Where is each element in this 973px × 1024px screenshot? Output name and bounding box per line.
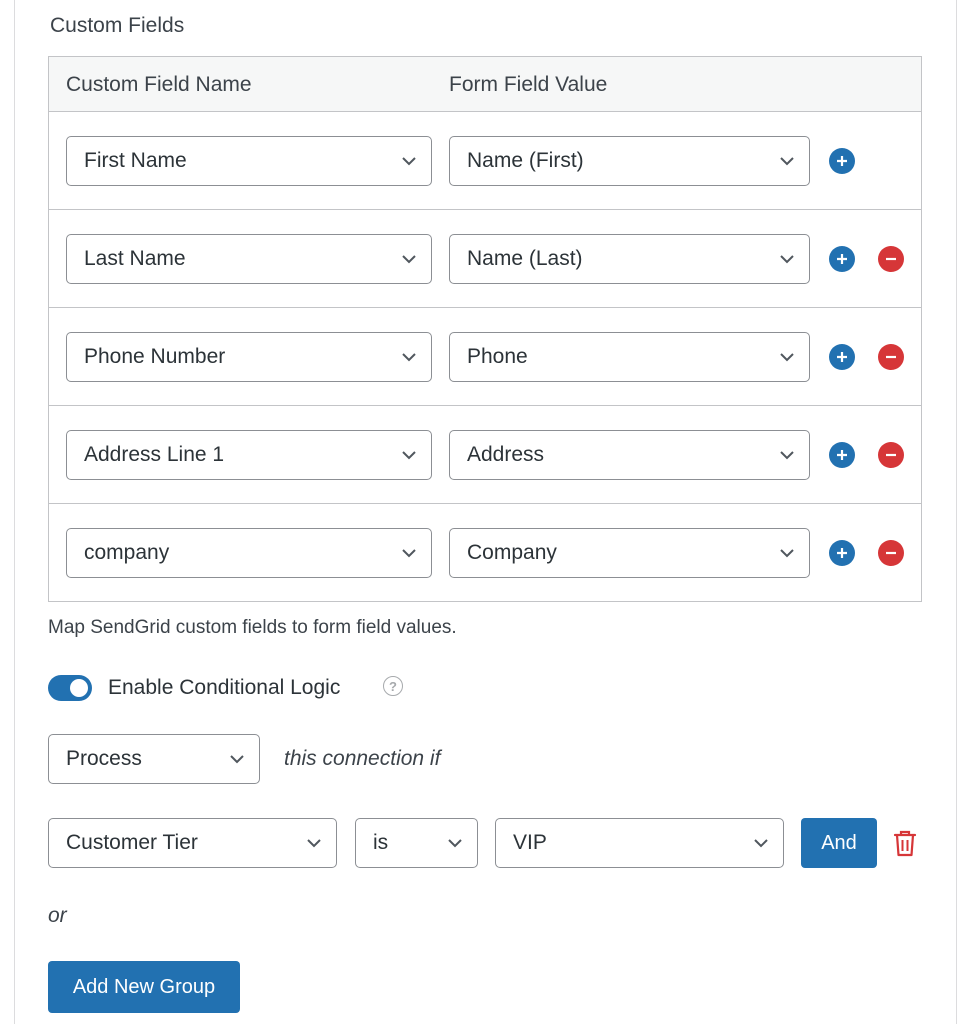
plus-icon	[836, 155, 848, 167]
chevron-down-icon	[401, 254, 417, 264]
remove-row-button[interactable]	[878, 540, 904, 566]
select-value: Name (Last)	[467, 247, 583, 270]
chevron-down-icon	[779, 156, 795, 166]
conditional-logic-label: Enable Conditional Logic	[108, 676, 341, 699]
chevron-down-icon	[306, 838, 322, 848]
minus-icon	[885, 547, 897, 559]
table-row	[49, 504, 921, 602]
select-value: Phone	[467, 345, 528, 368]
minus-icon	[885, 449, 897, 461]
chevron-down-icon	[229, 754, 245, 764]
plus-icon	[836, 449, 848, 461]
table-row	[49, 406, 921, 504]
form-field-value-select[interactable]	[449, 528, 810, 578]
chevron-down-icon	[401, 352, 417, 362]
minus-icon	[885, 253, 897, 265]
select-value: VIP	[513, 831, 547, 854]
form-field-value-select[interactable]	[449, 332, 810, 382]
add-row-button[interactable]	[829, 540, 855, 566]
plus-icon	[836, 253, 848, 265]
help-circle-icon[interactable]	[383, 676, 403, 696]
select-value: Address	[467, 443, 545, 466]
form-field-value-select[interactable]	[449, 136, 810, 186]
remove-row-button[interactable]	[878, 442, 904, 468]
trash-icon[interactable]	[892, 828, 918, 858]
custom-fields-table	[48, 56, 922, 602]
plus-icon	[836, 351, 848, 363]
select-value: Process	[66, 747, 142, 770]
table-row	[49, 210, 921, 308]
conditional-logic-toggle[interactable]	[48, 675, 92, 701]
custom-field-name-select[interactable]	[66, 136, 432, 186]
select-value: Name (First)	[467, 149, 584, 172]
remove-row-button[interactable]	[878, 246, 904, 272]
add-row-button[interactable]	[829, 246, 855, 272]
select-value: Phone Number	[84, 345, 226, 368]
chevron-down-icon	[779, 450, 795, 460]
table-row	[49, 308, 921, 406]
chevron-down-icon	[401, 548, 417, 558]
minus-icon	[885, 351, 897, 363]
connection-condition-text: this connection if	[284, 747, 441, 770]
toggle-knob	[70, 679, 88, 697]
select-value: is	[373, 831, 389, 854]
column-header-custom-field-name: Custom Field Name	[66, 73, 252, 96]
select-value: Last Name	[84, 247, 186, 270]
chevron-down-icon	[401, 156, 417, 166]
chevron-down-icon	[401, 450, 417, 460]
table-row	[49, 112, 921, 210]
or-separator: or	[48, 904, 67, 927]
process-select[interactable]	[48, 734, 260, 784]
custom-field-name-select[interactable]	[66, 234, 432, 284]
select-value: Company	[467, 541, 557, 564]
and-button[interactable]: And	[801, 818, 877, 868]
select-value: company	[84, 541, 170, 564]
rule-field-select[interactable]	[48, 818, 337, 868]
custom-fields-help-text: Map SendGrid custom fields to form field values.	[48, 617, 457, 638]
custom-field-name-select[interactable]	[66, 528, 432, 578]
chevron-down-icon	[779, 352, 795, 362]
table-header	[49, 57, 921, 112]
remove-row-button[interactable]	[878, 344, 904, 370]
custom-field-name-select[interactable]	[66, 430, 432, 480]
select-value: Customer Tier	[66, 831, 198, 854]
rule-operator-select[interactable]	[355, 818, 478, 868]
panel-border-right	[956, 0, 957, 1024]
add-row-button[interactable]	[829, 148, 855, 174]
select-value: First Name	[84, 149, 187, 172]
help-glyph: ?	[389, 678, 397, 694]
panel-border-left	[14, 0, 15, 1024]
rule-value-select[interactable]	[495, 818, 784, 868]
add-new-group-button[interactable]: Add New Group	[48, 961, 240, 1013]
chevron-down-icon	[753, 838, 769, 848]
column-header-form-field-value: Form Field Value	[449, 73, 608, 96]
select-value: Address Line 1	[84, 443, 225, 466]
add-row-button[interactable]	[829, 442, 855, 468]
plus-icon	[836, 547, 848, 559]
add-row-button[interactable]	[829, 344, 855, 370]
chevron-down-icon	[779, 254, 795, 264]
form-field-value-select[interactable]	[449, 430, 810, 480]
chevron-down-icon	[447, 838, 463, 848]
custom-field-name-select[interactable]	[66, 332, 432, 382]
form-field-value-select[interactable]	[449, 234, 810, 284]
section-title: Custom Fields	[50, 14, 185, 37]
chevron-down-icon	[779, 548, 795, 558]
